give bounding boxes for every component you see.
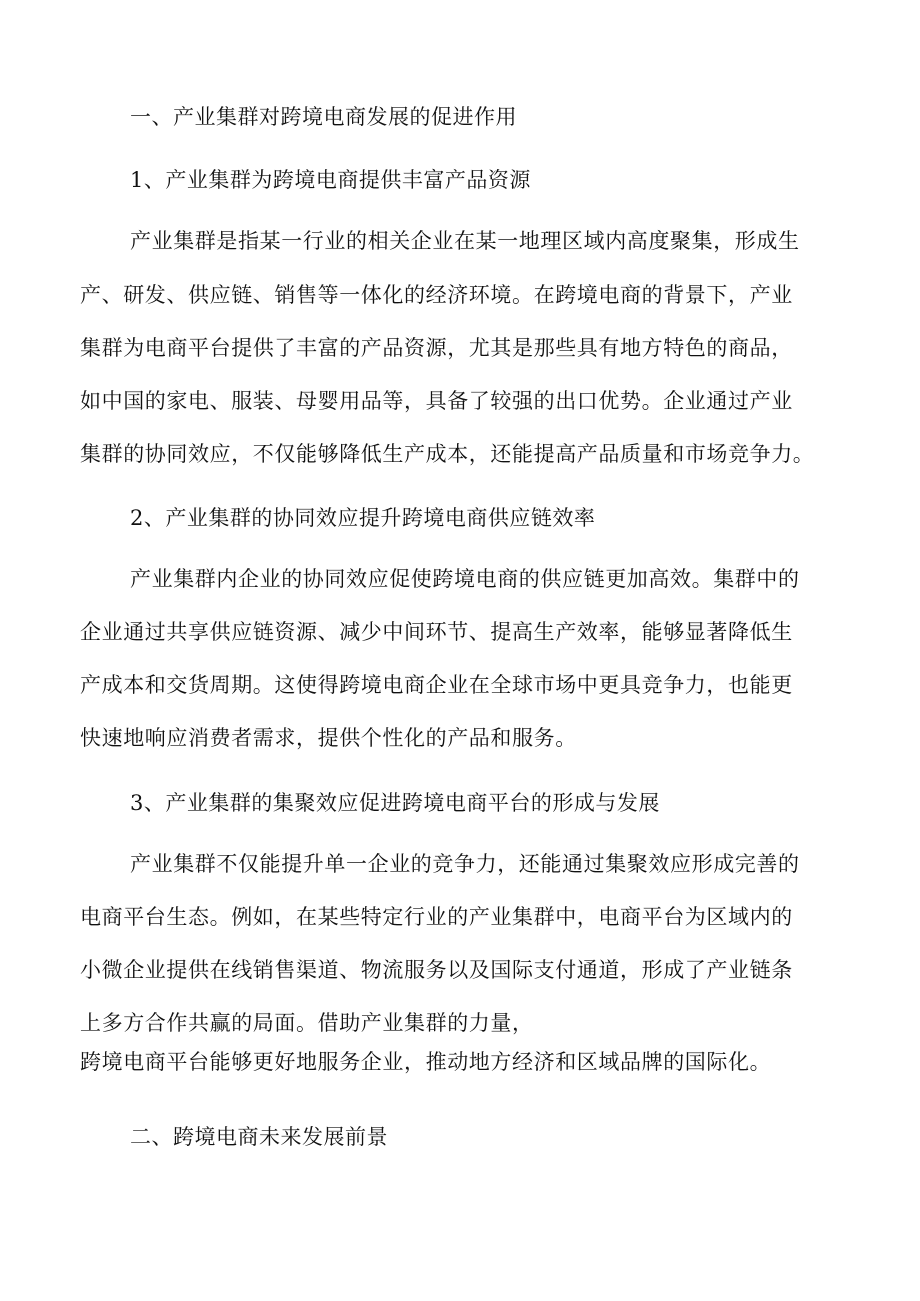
paragraph-2-line-4: 快速地响应消费者需求，提供个性化的产品和服务。 (80, 726, 577, 750)
paragraph-1-line-5: 集群的协同效应，不仅能够降低生产成本，还能提高产品质量和市场竞争力。 (80, 442, 815, 466)
paragraph-3-line-4: 上多方合作共赢的局面。借助产业集群的力量， (80, 1011, 534, 1035)
paragraph-2-line-2: 企业通过共享供应链资源、减少中间环节、提高生产效率，能够显著降低生 (80, 620, 793, 644)
section-heading-1: 一、产业集群对跨境电商发展的促进作用 (130, 105, 517, 129)
subsection-heading-2: 2、产业集群的协同效应提升跨境电商供应链效率 (130, 506, 596, 530)
paragraph-3-line-3: 小微企业提供在线销售渠道、物流服务以及国际支付通道，形成了产业链条 (80, 958, 793, 982)
subsection-heading-1: 1、产业集群为跨境电商提供丰富产品资源 (130, 168, 531, 192)
paragraph-2-line-1: 产业集群内企业的协同效应促使跨境电商的供应链更加高效。集群中的 (130, 567, 800, 591)
section-heading-2: 二、跨境电商未来发展前景 (130, 1125, 388, 1149)
paragraph-3-line-2: 电商平台生态。例如，在某些特定行业的产业集群中，电商平台为区域内的 (80, 905, 793, 929)
paragraph-3-line-5: 跨境电商平台能够更好地服务企业，推动地方经济和区域品牌的国际化。 (80, 1050, 772, 1074)
paragraph-3-line-1: 产业集群不仅能提升单一企业的竞争力，还能通过集聚效应形成完善的 (130, 852, 800, 876)
paragraph-1-line-2: 产、研发、供应链、销售等一体化的经济环境。在跨境电商的背景下，产业 (80, 283, 793, 307)
subsection-heading-3: 3、产业集群的集聚效应促进跨境电商平台的形成与发展 (130, 791, 660, 815)
paragraph-1-line-1: 产业集群是指某一行业的相关企业在某一地理区域内高度聚集，形成生 (130, 229, 800, 253)
paragraph-1-line-4: 如中国的家电、服装、母婴用品等，具备了较强的出口优势。企业通过产业 (80, 389, 793, 413)
paragraph-2-line-3: 产成本和交货周期。这使得跨境电商企业在全球市场中更具竞争力，也能更 (80, 673, 793, 697)
paragraph-1-line-3: 集群为电商平台提供了丰富的产品资源，尤其是那些具有地方特色的商品， (80, 336, 793, 360)
